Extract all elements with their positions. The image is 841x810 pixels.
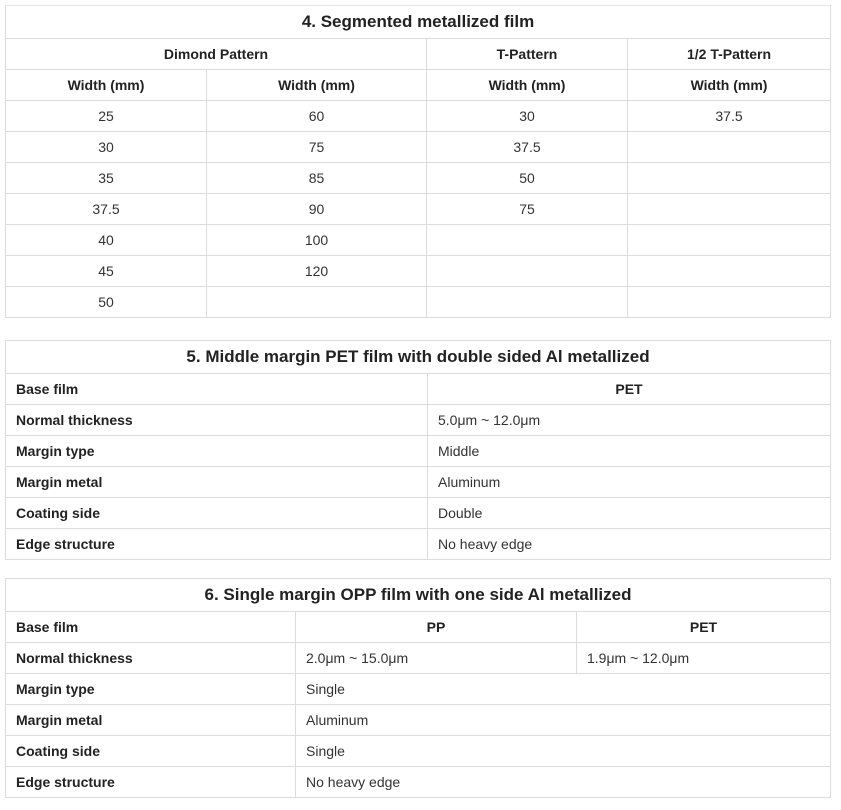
table-cell: 75 bbox=[207, 132, 427, 163]
table-row bbox=[6, 498, 831, 529]
table-row bbox=[6, 467, 831, 498]
row-label: Normal thickness bbox=[6, 643, 296, 674]
table-row bbox=[6, 674, 831, 705]
table-cell bbox=[628, 287, 831, 318]
table-cell bbox=[427, 225, 628, 256]
row-value: No heavy edge bbox=[296, 767, 831, 798]
table-cell bbox=[207, 287, 427, 318]
table-cell bbox=[628, 256, 831, 287]
row-label: Margin type bbox=[6, 674, 296, 705]
table-row bbox=[6, 643, 831, 674]
table-cell: 35 bbox=[6, 163, 207, 194]
single-margin-film-table bbox=[5, 578, 831, 798]
row-label: Edge structure bbox=[6, 767, 296, 798]
half-t-pattern-header: 1/2 T-Pattern bbox=[628, 39, 831, 70]
table-cell: 75 bbox=[427, 194, 628, 225]
table-cell bbox=[427, 287, 628, 318]
row-label: Base film bbox=[6, 612, 296, 643]
table-row bbox=[6, 529, 831, 560]
table-cell bbox=[628, 132, 831, 163]
width-header: Width (mm) bbox=[427, 70, 628, 101]
table-title: 5. Middle margin PET film with double sided Al metallized bbox=[6, 341, 831, 374]
table-row bbox=[6, 225, 831, 256]
base-film-pp: PP bbox=[296, 612, 577, 643]
table-row bbox=[6, 194, 831, 225]
table-cell bbox=[628, 163, 831, 194]
row-label: Margin metal bbox=[6, 705, 296, 736]
table-row bbox=[6, 163, 831, 194]
thickness-pet: 1.9μm ~ 12.0μm bbox=[577, 643, 831, 674]
row-value: Middle bbox=[428, 436, 831, 467]
table-cell bbox=[427, 256, 628, 287]
table-cell: 90 bbox=[207, 194, 427, 225]
row-value: PET bbox=[428, 374, 831, 405]
table-cell: 37.5 bbox=[6, 194, 207, 225]
table-row bbox=[6, 767, 831, 798]
row-label: Edge structure bbox=[6, 529, 428, 560]
table-row bbox=[6, 132, 831, 163]
table-cell: 120 bbox=[207, 256, 427, 287]
table-cell bbox=[628, 194, 831, 225]
width-header: Width (mm) bbox=[628, 70, 831, 101]
base-film-pet: PET bbox=[577, 612, 831, 643]
row-label: Margin metal bbox=[6, 467, 428, 498]
table-row bbox=[6, 287, 831, 318]
row-value: Aluminum bbox=[296, 705, 831, 736]
row-value: Double bbox=[428, 498, 831, 529]
table-cell: 30 bbox=[427, 101, 628, 132]
table-cell bbox=[628, 225, 831, 256]
table-cell: 50 bbox=[6, 287, 207, 318]
table-cell: 45 bbox=[6, 256, 207, 287]
table-row bbox=[6, 101, 831, 132]
table-title: 4. Segmented metallized film bbox=[6, 6, 831, 39]
row-value: Aluminum bbox=[428, 467, 831, 498]
table-cell: 50 bbox=[427, 163, 628, 194]
thickness-pp: 2.0μm ~ 15.0μm bbox=[296, 643, 577, 674]
dimond-pattern-header: Dimond Pattern bbox=[6, 39, 427, 70]
table-cell: 37.5 bbox=[628, 101, 831, 132]
row-label: Coating side bbox=[6, 498, 428, 529]
table-cell: 25 bbox=[6, 101, 207, 132]
table-cell: 100 bbox=[207, 225, 427, 256]
table-row bbox=[6, 736, 831, 767]
table-row bbox=[6, 405, 831, 436]
table-cell: 30 bbox=[6, 132, 207, 163]
width-header: Width (mm) bbox=[207, 70, 427, 101]
table-row bbox=[6, 705, 831, 736]
table-row bbox=[6, 436, 831, 467]
table-cell: 60 bbox=[207, 101, 427, 132]
row-label: Normal thickness bbox=[6, 405, 428, 436]
row-label: Base film bbox=[6, 374, 428, 405]
width-header: Width (mm) bbox=[6, 70, 207, 101]
row-label: Margin type bbox=[6, 436, 428, 467]
segmented-film-table bbox=[5, 5, 831, 318]
table-row bbox=[6, 374, 831, 405]
table-row bbox=[6, 612, 831, 643]
row-value: 5.0μm ~ 12.0μm bbox=[428, 405, 831, 436]
table-cell: 37.5 bbox=[427, 132, 628, 163]
table-cell: 40 bbox=[6, 225, 207, 256]
row-value: No heavy edge bbox=[428, 529, 831, 560]
row-value: Single bbox=[296, 736, 831, 767]
row-label: Coating side bbox=[6, 736, 296, 767]
row-value: Single bbox=[296, 674, 831, 705]
table-cell: 85 bbox=[207, 163, 427, 194]
table-title: 6. Single margin OPP film with one side Al metallized bbox=[6, 579, 831, 612]
middle-margin-film-table bbox=[5, 340, 831, 560]
t-pattern-header: T-Pattern bbox=[427, 39, 628, 70]
table-row bbox=[6, 256, 831, 287]
